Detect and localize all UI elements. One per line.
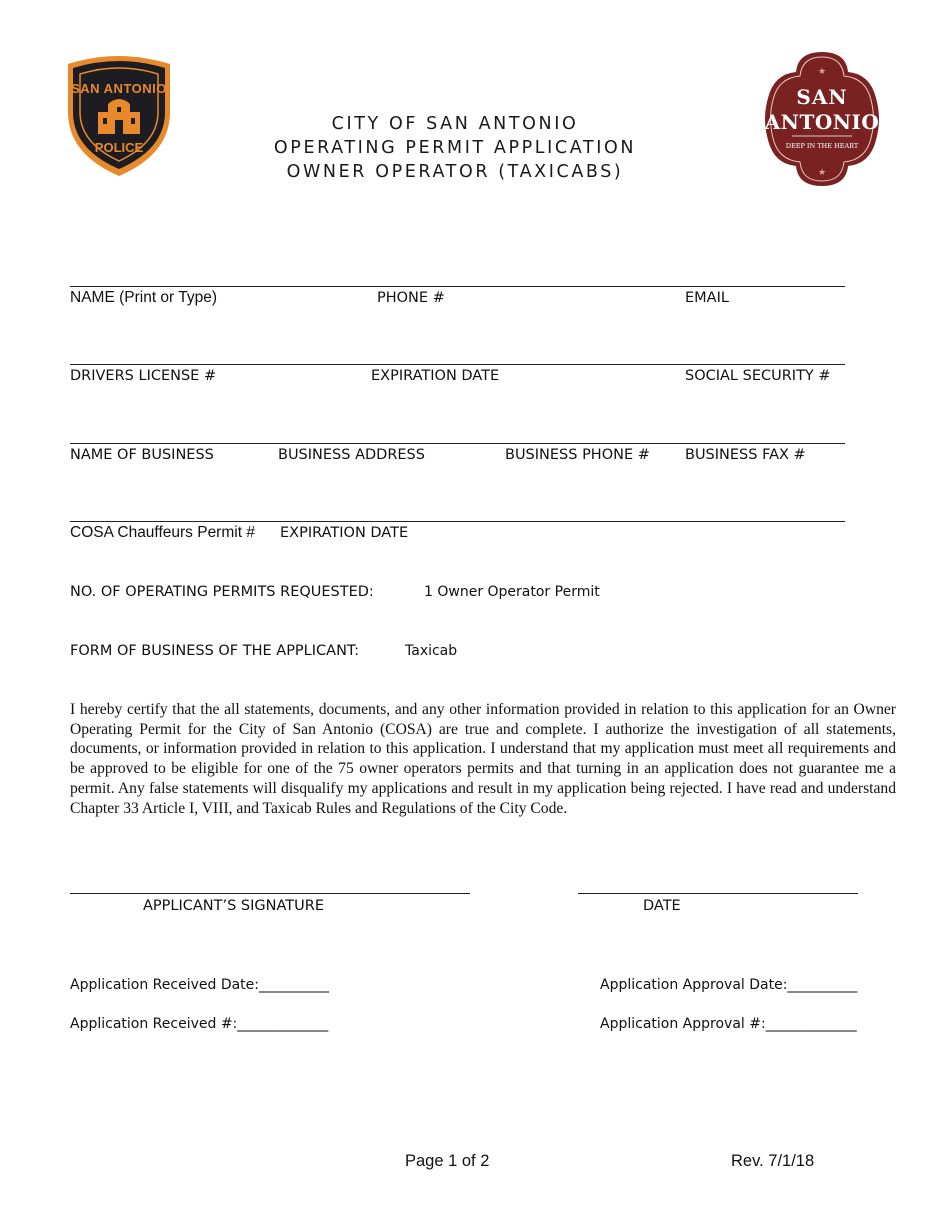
signature-line[interactable] [70,893,470,894]
svg-text:SAN ANTONIO: SAN ANTONIO [71,81,167,96]
phone-label: PHONE # [377,290,445,306]
permits-requested-label: NO. OF OPERATING PERMITS REQUESTED: [70,584,374,600]
received-number-field[interactable]: Application Received #:_____________ [70,1016,329,1032]
business-address-label: BUSINESS ADDRESS [278,447,425,463]
signature-label: APPLICANT’S SIGNATURE [143,898,324,914]
license-expiration-label: EXPIRATION DATE [371,368,500,384]
title-owner-operator: OWNER OPERATOR (TAXICABS) [286,162,624,182]
svg-text:SAN: SAN [796,85,848,109]
chauffeurs-permit-label: COSA Chauffeurs Permit # [70,524,255,541]
date-label: DATE [643,898,681,914]
title-application: OPERATING PERMIT APPLICATION [273,138,637,158]
chauffeurs-line[interactable] [70,521,845,522]
page-number: Page 1 of 2 [405,1152,490,1170]
approval-number-field[interactable]: Application Approval #:_____________ [600,1016,857,1032]
approval-date-field[interactable]: Application Approval Date:__________ [600,977,858,993]
business-form-label: FORM OF BUSINESS OF THE APPLICANT: [70,643,360,659]
svg-text:DEEP IN THE HEART: DEEP IN THE HEART [785,142,859,150]
certification-paragraph: I hereby certify that the all statements, documents, and any other information provided in relation to this application for an Owner Operating Permit for the City of San Antonio (COSA) are true and complete. I authorize the investigation of all statements, documents, or information provided in relation to this application. I understand that my application must meet all requirements and be approved to be eligible for one of the 75 owner operators permits and that turning in an application does not guarantee me a permit. Any false statements will disqualify my applications and result in my application being rejected. I have read and understand Chapter 33 Article I, VIII, and Taxicab Rules and Regulations of the City Code. [70,701,896,817]
svg-text:POLICE: POLICE [94,140,144,155]
business-fax-label: BUSINESS FAX # [685,447,806,463]
business-name-label: NAME OF BUSINESS [70,447,214,463]
license-label: DRIVERS LICENSE # [70,368,217,384]
received-date-field[interactable]: Application Received Date:__________ [70,977,329,993]
ssn-label: SOCIAL SECURITY # [685,368,831,384]
svg-text:★: ★ [817,168,827,178]
business-line[interactable] [70,443,845,444]
date-line[interactable] [578,893,858,894]
business-form-value: Taxicab [405,643,458,659]
svg-text:ANTONIO: ANTONIO [764,110,880,134]
name-line[interactable] [70,286,845,287]
business-phone-label: BUSINESS PHONE # [505,447,650,463]
svg-text:★: ★ [817,67,827,77]
permits-requested-value: 1 Owner Operator Permit [424,584,600,600]
license-line[interactable] [70,364,845,365]
chauffeurs-expiration-label: EXPIRATION DATE [280,525,409,541]
title-city: CITY OF SAN ANTONIO [331,114,579,134]
name-label: NAME (Print or Type) [70,289,218,306]
revision-date: Rev. 7/1/18 [731,1152,815,1170]
email-label: EMAIL [685,290,729,306]
